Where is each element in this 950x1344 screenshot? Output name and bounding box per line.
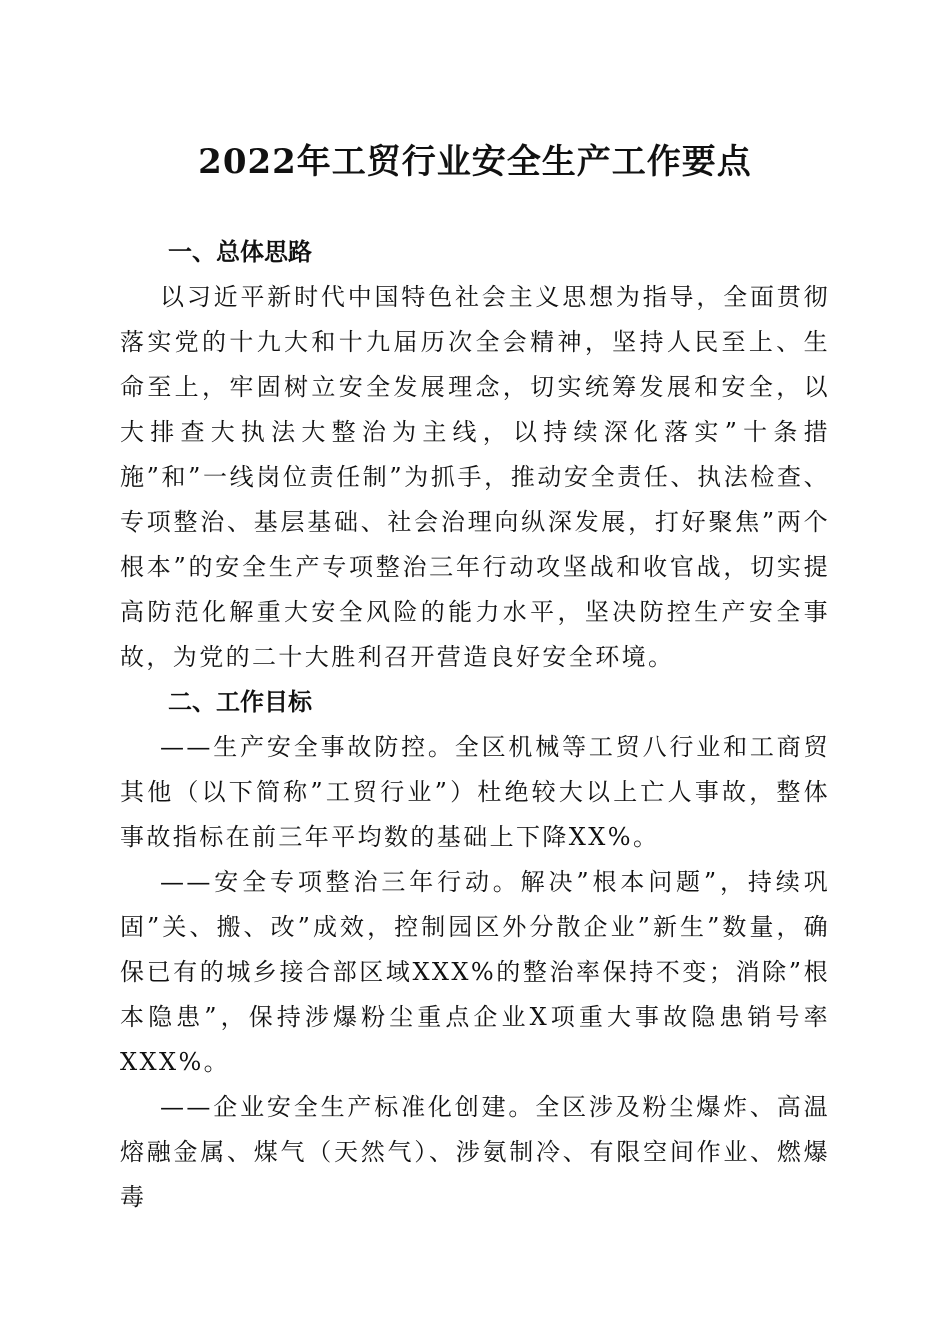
paragraph: 以习近平新时代中国特色社会主义思想为指导，全面贯彻落实党的十九大和十九届历次全会精神，坚持人民至上、生命至上，牢固树立安全发展理念，切实统筹发展和安全，以大排查大执法大整治为主线，以持续深化落实”十条措施”和”一线岗位责任制”为抓手，推动安全责任、执法检查、专项整治、基层基础、社会治理向纵深发展，打好聚焦”两个根本”的安全生产专项整治三年行动攻坚战和收官战，切实提高防范化解重大安全风险的能力水平，坚决防控生产安全事故，为党的二十大胜利召开营造良好安全环境。 — [120, 283, 830, 671]
section-heading: 一、总体思路 — [168, 238, 312, 266]
section-overall-approach — [120, 230, 830, 680]
paragraph: ——企业安全生产标准化创建。全区涉及粉尘爆炸、高温熔融金属、煤气（天然气）、涉氨制冷、有限空间作业、燃爆毒 — [120, 1093, 830, 1211]
section-heading: 二、工作目标 — [168, 688, 312, 716]
paragraph: ——生产安全事故防控。全区机械等工贸八行业和工商贸其他（以下简称”工贸行业”）杜绝较大以上亡人事故，整体事故指标在前三年平均数的基础上下降XX%。 — [120, 733, 830, 851]
document-title: 2022年工贸行业安全生产工作要点 — [198, 142, 752, 182]
section-work-goals — [120, 680, 830, 1220]
paragraph: ——安全专项整治三年行动。解决”根本问题”，持续巩固”关、搬、改”成效，控制园区外分散企业”新生”数量，确保已有的城乡接合部区域XXX%的整治率保持不变；消除”根本隐患”，保持涉爆粉尘重点企业X项重大事故隐患销号率XXX%。 — [120, 868, 830, 1076]
document-body — [120, 230, 830, 1220]
